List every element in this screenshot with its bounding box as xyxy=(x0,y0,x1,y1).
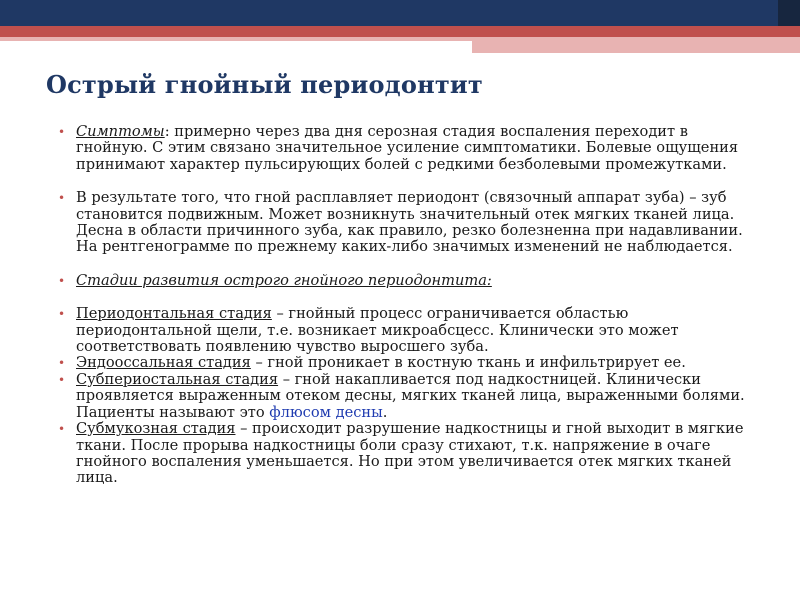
bullet-icon: • xyxy=(58,191,66,206)
stage-text: – гной накапливается под надкостницей. Клинически проявляется выраженным отеком десны, мягких тканей лица, выраженными болями. Пациенты называют это xyxy=(76,370,745,421)
accent-stripe-red xyxy=(0,26,800,37)
stage-item xyxy=(58,372,758,421)
stage-item xyxy=(58,421,758,487)
symptoms-paragraph xyxy=(58,124,758,173)
stages-heading-text: Стадии развития острого гнойного периодонтита: xyxy=(76,271,492,289)
header-bar xyxy=(0,0,778,26)
header-bar-corner xyxy=(778,0,800,26)
slide-title: Острый гнойный периодонтит xyxy=(46,70,483,99)
mobility-text: В результате того, что гной расплавляет периодонт (связочный аппарат зуба) – зуб становится подвижным. Может возникнуть значительный отек мягких тканей лица. Десна в области причинного зуба, как правило, резко болезненна при надавливании. На рентгенограмме по прежнему каких-либо значимых изменений не наблюдается. xyxy=(76,189,743,256)
stage-text: – гнойный процесс ограничивается областью периодонтальной щели, т.е. возникает микроабсцесс. Клинически это может соответствовать появлению чувство выросшего зуба. xyxy=(76,305,679,356)
bullet-icon: • xyxy=(58,372,66,387)
stage-text-end: . xyxy=(382,403,388,421)
stage-text: – гной проникает в костную ткань и инфильтрирует ее. xyxy=(250,354,686,372)
stage-item xyxy=(58,306,758,355)
accent-stripe-pink-left xyxy=(0,37,472,41)
stage-item xyxy=(58,355,758,371)
stage-text: – происходит разрушение надкостницы и гной выходит в мягкие ткани. После прорыва надкостницы боли сразу стихают, т.к. напряжение в очаге гнойного воспаления уменьшается. Но при этом увеличивается отек мягких тканей лица. xyxy=(76,420,744,487)
abscess-link[interactable]: флюсом десны xyxy=(269,403,383,421)
bullet-icon: • xyxy=(58,422,66,437)
stage-name: Субмукозная стадия xyxy=(76,420,236,438)
bullet-icon: • xyxy=(58,125,66,139)
stages-heading xyxy=(58,273,758,289)
symptoms-label: Симптомы xyxy=(76,123,165,140)
bullet-icon: • xyxy=(58,307,66,322)
bullet-icon: • xyxy=(58,273,66,288)
stage-name: Эндооссальная стадия xyxy=(76,354,251,372)
stage-name: Субпериостальная стадия xyxy=(76,370,279,388)
bullet-icon: • xyxy=(58,356,66,371)
slide-content xyxy=(58,124,758,487)
stage-name: Периодонтальная стадия xyxy=(76,305,272,323)
symptoms-text: : примерно через два дня серозная стадия воспаления переходит в гнойную. С этим связано значительное усиление симптоматики. Болевые ощущения принимают характер пульсирующих болей с редкими безболевыми промежутками. xyxy=(76,123,739,173)
accent-stripe-pink-right xyxy=(472,37,800,53)
mobility-paragraph xyxy=(58,190,758,256)
